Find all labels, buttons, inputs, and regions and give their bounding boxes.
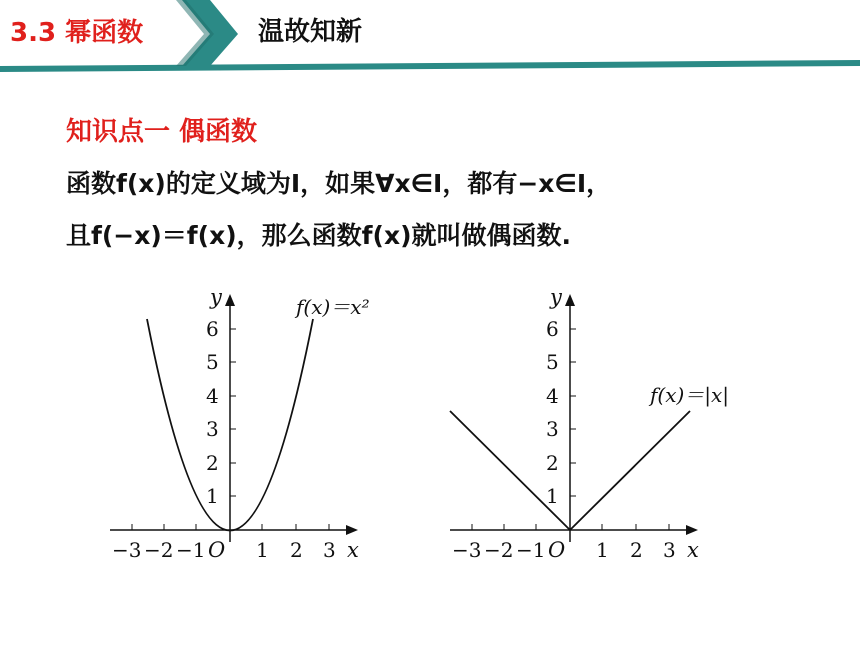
x-tick-label: 3 <box>663 538 676 562</box>
definition-line-1: 函数f(x)的定义域为I，如果∀x∈I，都有−x∈I， <box>66 169 612 198</box>
graph-parabola-svg <box>100 282 400 572</box>
origin-label: O <box>208 538 226 562</box>
x-tick-label: 2 <box>290 538 303 562</box>
function-label: f(x)＝|x| <box>650 383 730 407</box>
x-tick-label: −3 <box>452 538 482 562</box>
y-tick-marks <box>230 329 236 496</box>
x-tick-label: 1 <box>256 538 269 562</box>
y-tick-label: 6 <box>206 317 219 341</box>
graph-parabola <box>100 282 400 576</box>
y-tick-label: 1 <box>206 484 219 508</box>
header-bar <box>0 0 860 72</box>
x-axis-label: x <box>347 538 359 562</box>
y-tick-marks <box>570 329 576 496</box>
header-title: 温故知新 <box>258 17 363 47</box>
x-tick-label: −2 <box>484 538 514 562</box>
y-tick-label: 3 <box>206 417 219 441</box>
x-axis-label: x <box>687 538 699 562</box>
y-axis-arrow <box>225 294 235 306</box>
y-tick-label: 4 <box>546 384 559 408</box>
x-tick-label: −1 <box>516 538 546 562</box>
x-tick-label: 3 <box>323 538 336 562</box>
x-axis-arrow <box>346 525 358 535</box>
definition-line-2: 且f(−x)＝f(x)，那么函数f(x)就叫做偶函数. <box>66 221 572 250</box>
y-tick-label: 6 <box>546 317 559 341</box>
graph-absolute-value <box>440 282 750 576</box>
knowledge-point-title: 知识点一 偶函数 <box>66 117 258 147</box>
y-tick-label: 4 <box>206 384 219 408</box>
y-tick-label: 2 <box>206 451 219 475</box>
y-tick-label: 3 <box>546 417 559 441</box>
y-axis-label: y <box>210 285 222 309</box>
function-label: f(x)＝x² <box>296 295 370 319</box>
x-tick-label: −2 <box>144 538 174 562</box>
graph-absolute-value-svg <box>440 282 750 572</box>
y-tick-label: 1 <box>546 484 559 508</box>
x-tick-label: 2 <box>630 538 643 562</box>
section-tag: 3.3 幂函数 <box>10 18 144 48</box>
x-axis-arrow <box>686 525 698 535</box>
y-tick-label: 5 <box>206 350 219 374</box>
y-tick-label: 5 <box>546 350 559 374</box>
origin-label: O <box>548 538 566 562</box>
x-tick-label: 1 <box>596 538 609 562</box>
x-tick-label: −3 <box>112 538 142 562</box>
y-axis-arrow <box>565 294 575 306</box>
y-axis-label: y <box>550 285 562 309</box>
y-tick-label: 2 <box>546 451 559 475</box>
x-tick-label: −1 <box>176 538 206 562</box>
